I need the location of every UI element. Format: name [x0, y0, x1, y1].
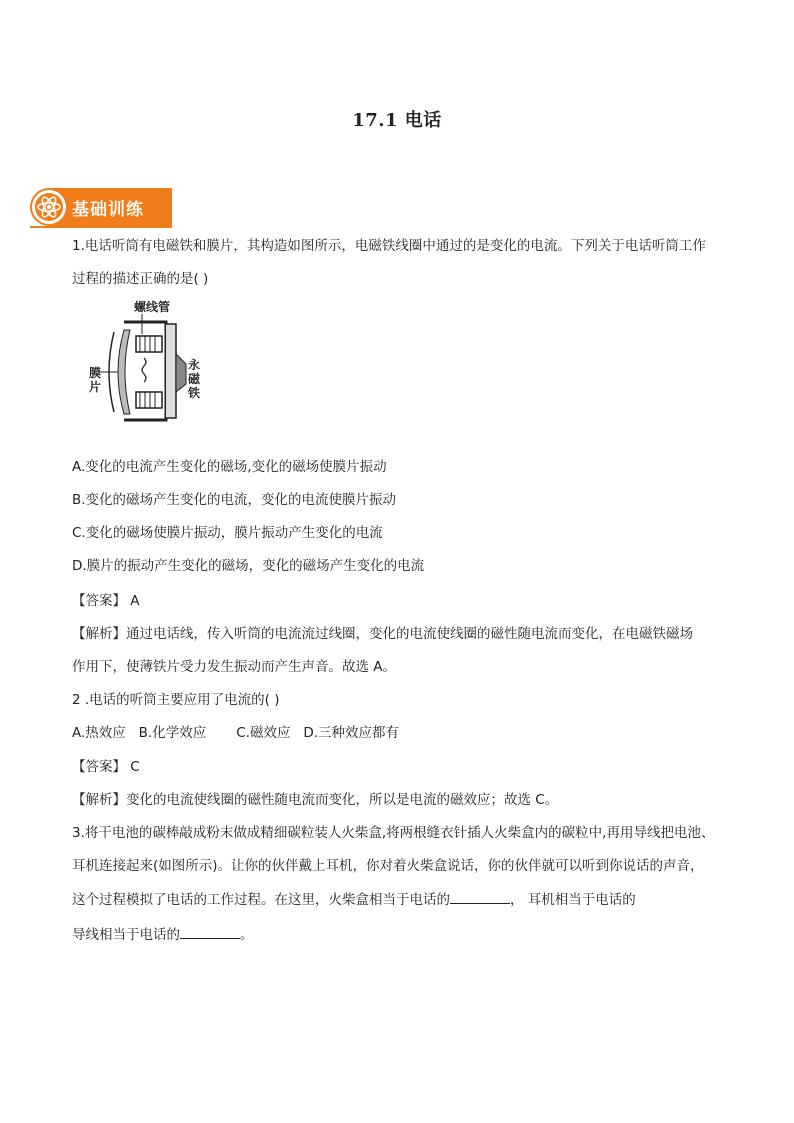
q3-line2: 耳机连接起来(如图所示)。让你的伙伴戴上耳机，你对着火柴盒说话，你的伙伴就可以听到你说话的声音，	[72, 858, 704, 874]
q3-line3-part1: 这个过程模拟了电话的工作过程。在这里，火柴盒相当于电话的	[72, 892, 450, 908]
label-magnet-3: 铁	[188, 386, 201, 400]
page-title: 17.1 电话	[352, 110, 442, 131]
q1-stem-line1: 1.电话听筒有电磁铁和膜片，其构造如图所示，电磁铁线圈中通过的是变化的电流。下列关于电话听筒工作	[72, 238, 706, 254]
label-diaphragm-2: 片	[89, 380, 102, 394]
q3-line4-part1: 导线相当于电话的	[72, 927, 180, 943]
section-banner	[30, 188, 172, 226]
banner-underline	[30, 226, 172, 228]
q1-answer: 【答案】 A	[72, 593, 140, 609]
q2-analysis: 【解析】变化的电流使线圈的磁性随电流而变化，所以是电流的磁效应；故选 C。	[72, 792, 559, 808]
atom-icon	[32, 190, 66, 224]
label-diaphragm	[89, 366, 101, 394]
q3-line4	[72, 924, 254, 945]
q3-blank-2[interactable]	[180, 924, 240, 939]
q2-options: A.热效应 B.化学效应 C.磁效应 D.三种效应都有	[72, 725, 400, 741]
label-diaphragm-1: 膜	[89, 366, 102, 380]
q3-line3-part2: ， 耳机相当于电话的	[510, 892, 636, 908]
q1-option-c: C.变化的磁场使膜片振动，膜片振动产生变化的电流	[72, 525, 383, 541]
receiver-diagram	[84, 302, 204, 442]
q1-analysis-line1: 【解析】通过电话线，传入听筒的电流流过线圈，变化的电流使线圈的磁性随电流而变化，在电磁铁磁场	[72, 626, 693, 642]
label-magnet	[188, 358, 200, 400]
q1-stem-line2: 过程的描述正确的是( )	[72, 271, 209, 287]
q1-analysis-line2: 作用下，使薄铁片受力发生振动而产生声音。故选 A。	[72, 659, 397, 675]
q2-stem: 2 .电话的听筒主要应用了电流的( )	[72, 692, 280, 708]
q3-blank-1[interactable]	[450, 889, 510, 904]
label-magnet-2: 磁	[188, 372, 201, 386]
q3-line1: 3.将干电池的碳棒敲成粉末做成精细碳粒装人火柴盒,将两根缝衣针插人火柴盒内的碳粒中,再用导线把电池、	[72, 825, 715, 841]
section-label: 基础训练	[72, 200, 144, 220]
label-solenoid: 螺线管	[134, 300, 171, 314]
q1-option-d: D.膜片的振动产生变化的磁场，变化的磁场产生变化的电流	[72, 558, 425, 574]
q3-line3	[72, 889, 636, 910]
label-magnet-1: 永	[188, 358, 201, 372]
q1-option-a: A.变化的电流产生变化的磁场,变化的磁场使膜片振动	[72, 459, 387, 475]
q2-answer: 【答案】 C	[72, 759, 140, 775]
q1-option-b: B.变化的磁场产生变化的电流，变化的电流使膜片振动	[72, 492, 397, 508]
q3-line4-part2: 。	[240, 927, 254, 943]
